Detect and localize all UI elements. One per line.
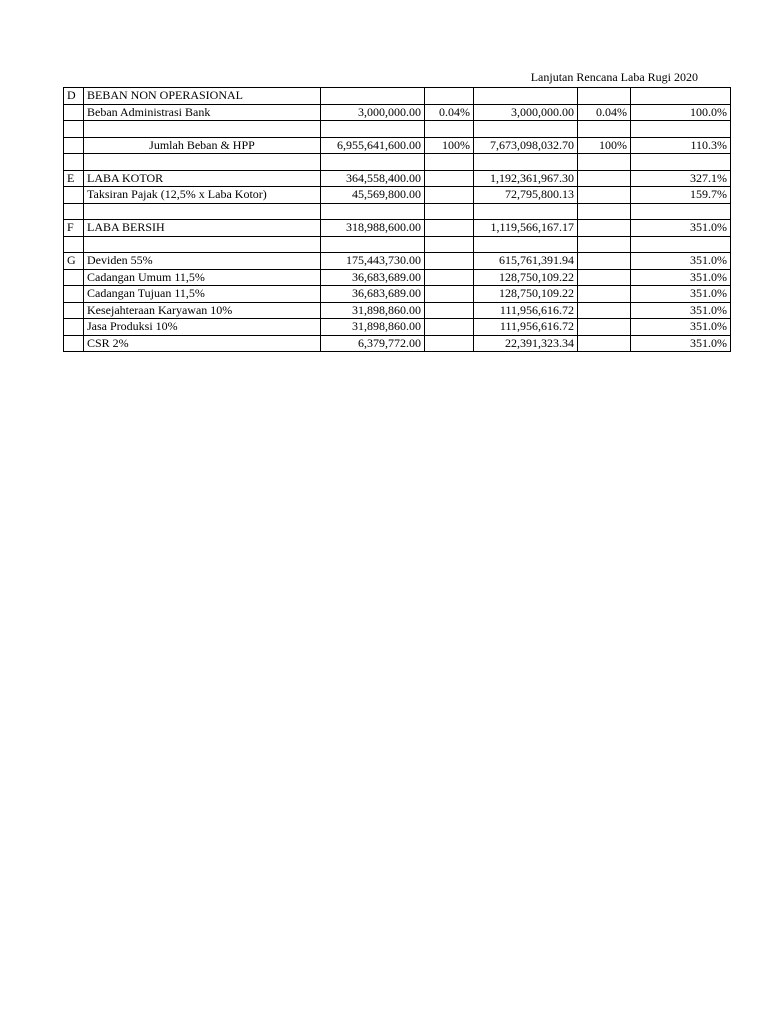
- plan-value-cell: [321, 88, 425, 105]
- row-label-cell: [84, 121, 321, 138]
- table-row: [64, 170, 731, 187]
- plan-value-cell: 6,379,772.00: [321, 335, 425, 352]
- actual-pct-cell: [578, 203, 631, 220]
- plan-value-cell: [321, 236, 425, 253]
- row-code-cell: [64, 319, 84, 336]
- plan-value-cell: [321, 203, 425, 220]
- ratio-cell: 351.0%: [631, 286, 731, 303]
- ratio-cell: [631, 88, 731, 105]
- actual-value-cell: [474, 203, 578, 220]
- actual-pct-cell: [578, 319, 631, 336]
- ratio-cell: 351.0%: [631, 335, 731, 352]
- plan-pct-cell: [425, 319, 474, 336]
- plan-value-cell: 31,898,860.00: [321, 302, 425, 319]
- actual-value-cell: [474, 121, 578, 138]
- table-row: [64, 203, 731, 220]
- actual-value-cell: [474, 88, 578, 105]
- actual-pct-cell: 100%: [578, 137, 631, 154]
- plan-pct-cell: [425, 236, 474, 253]
- ratio-cell: 100.0%: [631, 104, 731, 121]
- profit-loss-table: [63, 87, 731, 352]
- ratio-cell: 351.0%: [631, 302, 731, 319]
- plan-pct-cell: [425, 286, 474, 303]
- plan-value-cell: 175,443,730.00: [321, 253, 425, 270]
- actual-pct-cell: [578, 236, 631, 253]
- row-code-cell: D: [64, 88, 84, 105]
- actual-pct-cell: [578, 269, 631, 286]
- row-label-cell: Jasa Produksi 10%: [84, 319, 321, 336]
- plan-value-cell: [321, 154, 425, 171]
- actual-pct-cell: 0.04%: [578, 104, 631, 121]
- row-label-cell: Beban Administrasi Bank: [84, 104, 321, 121]
- ratio-cell: 110.3%: [631, 137, 731, 154]
- actual-value-cell: 128,750,109.22: [474, 269, 578, 286]
- plan-value-cell: 31,898,860.00: [321, 319, 425, 336]
- plan-pct-cell: [425, 170, 474, 187]
- actual-pct-cell: [578, 302, 631, 319]
- row-label-cell: LABA BERSIH: [84, 220, 321, 237]
- actual-value-cell: 1,192,361,967.30: [474, 170, 578, 187]
- table-row: [64, 236, 731, 253]
- table-row: [64, 187, 731, 204]
- row-label-cell: [84, 236, 321, 253]
- actual-value-cell: 1,119,566,167.17: [474, 220, 578, 237]
- actual-value-cell: 22,391,323.34: [474, 335, 578, 352]
- plan-pct-cell: [425, 203, 474, 220]
- plan-pct-cell: [425, 88, 474, 105]
- actual-value-cell: [474, 154, 578, 171]
- row-code-cell: [64, 269, 84, 286]
- page-caption: Lanjutan Rencana Laba Rugi 2020: [530, 70, 698, 84]
- actual-pct-cell: [578, 170, 631, 187]
- table-row: [64, 121, 731, 138]
- row-label-cell: Jumlah Beban & HPP: [84, 137, 321, 154]
- row-code-cell: [64, 203, 84, 220]
- ratio-cell: [631, 236, 731, 253]
- actual-pct-cell: [578, 88, 631, 105]
- plan-value-cell: [321, 121, 425, 138]
- table-row: [64, 319, 731, 336]
- plan-value-cell: 45,569,800.00: [321, 187, 425, 204]
- ratio-cell: 159.7%: [631, 187, 731, 204]
- table-row: [64, 335, 731, 352]
- ratio-cell: 351.0%: [631, 319, 731, 336]
- actual-pct-cell: [578, 187, 631, 204]
- table-row: [64, 220, 731, 237]
- plan-pct-cell: [425, 121, 474, 138]
- plan-value-cell: 6,955,641,600.00: [321, 137, 425, 154]
- actual-value-cell: 3,000,000.00: [474, 104, 578, 121]
- row-code-cell: [64, 154, 84, 171]
- row-code-cell: [64, 104, 84, 121]
- row-code-cell: [64, 137, 84, 154]
- plan-value-cell: 36,683,689.00: [321, 269, 425, 286]
- actual-value-cell: 128,750,109.22: [474, 286, 578, 303]
- row-code-cell: [64, 187, 84, 204]
- plan-pct-cell: [425, 187, 474, 204]
- table-row: [64, 88, 731, 105]
- row-code-cell: E: [64, 170, 84, 187]
- row-label-cell: [84, 154, 321, 171]
- row-label-cell: Taksiran Pajak (12,5% x Laba Kotor): [84, 187, 321, 204]
- actual-pct-cell: [578, 121, 631, 138]
- plan-pct-cell: [425, 335, 474, 352]
- table-row: [64, 269, 731, 286]
- actual-pct-cell: [578, 154, 631, 171]
- plan-value-cell: 364,558,400.00: [321, 170, 425, 187]
- plan-pct-cell: [425, 269, 474, 286]
- plan-pct-cell: [425, 220, 474, 237]
- plan-pct-cell: [425, 302, 474, 319]
- plan-pct-cell: 100%: [425, 137, 474, 154]
- ratio-cell: [631, 121, 731, 138]
- row-code-cell: F: [64, 220, 84, 237]
- actual-value-cell: 111,956,616.72: [474, 319, 578, 336]
- row-label-cell: Cadangan Umum 11,5%: [84, 269, 321, 286]
- plan-pct-cell: [425, 253, 474, 270]
- actual-pct-cell: [578, 220, 631, 237]
- table-row: [64, 104, 731, 121]
- actual-pct-cell: [578, 253, 631, 270]
- row-code-cell: [64, 335, 84, 352]
- row-label-cell: Deviden 55%: [84, 253, 321, 270]
- ratio-cell: 351.0%: [631, 220, 731, 237]
- ratio-cell: 351.0%: [631, 253, 731, 270]
- ratio-cell: 351.0%: [631, 269, 731, 286]
- row-code-cell: [64, 302, 84, 319]
- ratio-cell: [631, 203, 731, 220]
- row-label-cell: BEBAN NON OPERASIONAL: [84, 88, 321, 105]
- row-code-cell: [64, 236, 84, 253]
- row-label-cell: LABA KOTOR: [84, 170, 321, 187]
- actual-value-cell: 72,795,800.13: [474, 187, 578, 204]
- plan-pct-cell: 0.04%: [425, 104, 474, 121]
- row-label-cell: [84, 203, 321, 220]
- table-row: [64, 302, 731, 319]
- table-row: [64, 286, 731, 303]
- actual-value-cell: 111,956,616.72: [474, 302, 578, 319]
- ratio-cell: [631, 154, 731, 171]
- table-row: [64, 253, 731, 270]
- ratio-cell: 327.1%: [631, 170, 731, 187]
- actual-pct-cell: [578, 335, 631, 352]
- row-label-cell: Kesejahteraan Karyawan 10%: [84, 302, 321, 319]
- plan-value-cell: 3,000,000.00: [321, 104, 425, 121]
- row-label-cell: CSR 2%: [84, 335, 321, 352]
- row-code-cell: G: [64, 253, 84, 270]
- row-code-cell: [64, 286, 84, 303]
- plan-pct-cell: [425, 154, 474, 171]
- actual-value-cell: 7,673,098,032.70: [474, 137, 578, 154]
- row-label-cell: Cadangan Tujuan 11,5%: [84, 286, 321, 303]
- actual-value-cell: [474, 236, 578, 253]
- plan-value-cell: 36,683,689.00: [321, 286, 425, 303]
- table-row: [64, 137, 731, 154]
- actual-pct-cell: [578, 286, 631, 303]
- plan-value-cell: 318,988,600.00: [321, 220, 425, 237]
- actual-value-cell: 615,761,391.94: [474, 253, 578, 270]
- row-code-cell: [64, 121, 84, 138]
- table-row: [64, 154, 731, 171]
